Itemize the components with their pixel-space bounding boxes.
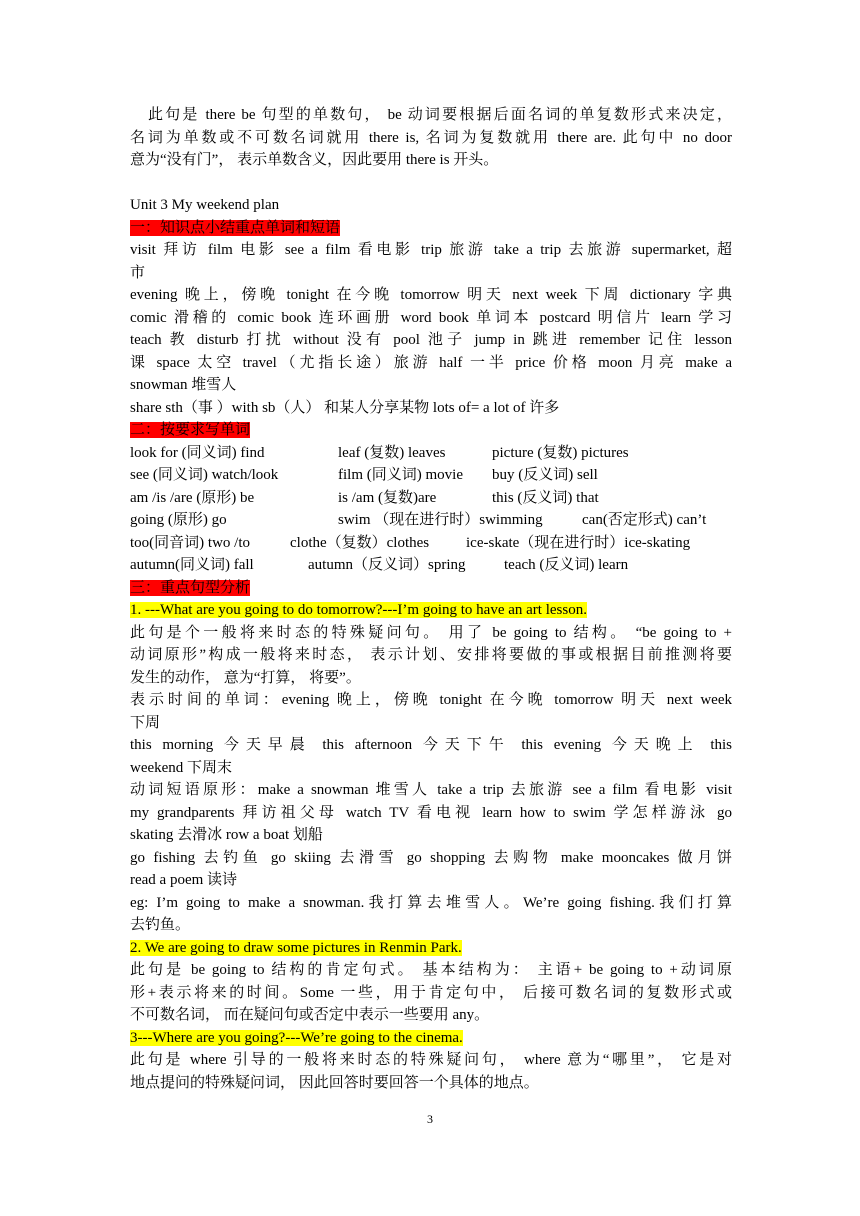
text-line: 市 <box>130 264 146 281</box>
table-cell: leaf (复数) leaves <box>338 444 446 461</box>
table-row <box>130 464 732 487</box>
text-line: visit 拜访 film 电影 see a film 看电影 trip 旅游 take a trip 去旅游 supermarket, 超 <box>130 242 732 258</box>
table-cell: swim （现在进行时）swimming <box>338 512 543 528</box>
section-heading-3 <box>130 577 732 600</box>
heading-highlight: 二：按要求写单词 <box>130 422 251 438</box>
sentence-title-2 <box>130 937 732 960</box>
text-line: read a poem 读诗 <box>130 872 238 888</box>
table-row <box>130 487 732 510</box>
text-line: comic 滑稽的 comic book 连环画册 word book 单词本 postcard 明信片 learn 学习 <box>130 309 732 326</box>
table-cell: is /am (复数)are <box>338 489 437 506</box>
table-row <box>130 532 732 555</box>
table-cell: this (反义词) that <box>492 489 599 506</box>
sentence-analysis-2 <box>130 959 732 1027</box>
text-line: go fishing 去钓鱼 go skiing 去滑雪 go shopping 去购物 make mooncakes 做月饼 <box>130 849 732 866</box>
sentence-analysis-1 <box>130 622 732 937</box>
table-cell: teach (反义词) learn <box>504 557 629 573</box>
table-cell: going (原形) go <box>130 512 227 528</box>
text-line: 此句是 there be 句型的单数句， be 动词要根据后面名词的单复数形式来决定， <box>148 107 732 123</box>
table-cell: look for (同义词) find <box>130 444 265 461</box>
table-row <box>130 442 732 465</box>
text-line: 发生的动作， 意为“打算， 将要”。 <box>130 669 361 686</box>
section-heading-2 <box>130 419 732 442</box>
text-line: 此句是 where 引导的一般将来时态的特殊疑问句， where 意为“哪里”， 它是对 <box>130 1052 732 1068</box>
text-line: 去钓鱼。 <box>130 917 191 933</box>
intro-paragraph <box>130 104 732 172</box>
text-line: 此句是个一般将来时态的特殊疑问句。 用了 be going to 结构。 “be going to + <box>130 624 732 641</box>
text-line: 地点提问的特殊疑问词， 因此回答时要回答一个具体的地点。 <box>130 1074 539 1091</box>
text-line: 表示时间的单词：evening 晚上，傍晚 tonight 在今晚 tomorrow 明天 next week <box>130 692 732 708</box>
text-line: 下周 <box>130 714 161 731</box>
text-line: 不可数名词， 而在疑问句或否定中表示一些要用 any。 <box>130 1007 490 1023</box>
sentence-title-3 <box>130 1027 732 1050</box>
table-cell: ice-skate（现在进行时）ice-skating <box>466 534 691 551</box>
table-cell: autumn(同义词) fall <box>130 557 254 573</box>
table-cell: autumn（反义词）spring <box>308 557 466 573</box>
heading-highlight: 三：重点句型分析 <box>130 579 251 596</box>
text-line: share sth（事 ）with sb（人） 和某人分享某物 lots of= a lot of 许多 <box>130 399 560 416</box>
text-line: 动词原形”构成一般将来时态， 表示计划、安排将要做的事或根据目前推测将要 <box>130 647 732 663</box>
table-cell: clothe（复数）clothes <box>290 534 430 551</box>
table-cell: picture (复数) pictures <box>492 444 629 461</box>
table-row <box>130 554 732 577</box>
page-number: 3 <box>427 1112 433 1126</box>
table-cell: see (同义词) watch/look <box>130 467 279 483</box>
section-heading-1 <box>130 217 732 240</box>
heading-highlight: 一：知识点小结重点单词和短语 <box>130 219 341 236</box>
sentence-analysis-3 <box>130 1049 732 1094</box>
content-column <box>130 104 732 1094</box>
table-cell: film (同义词) movie <box>338 467 463 483</box>
word-forms-table <box>130 442 732 577</box>
text-line: 形+表示将来的时间。Some 一些，用于肯定句中， 后接可数名词的复数形式或 <box>130 984 732 1001</box>
text-line: teach 教 disturb 打扰 without 没有 pool 池子 jump in 跳进 remember 记住 lesson <box>130 332 732 348</box>
text-line: weekend 下周末 <box>130 759 233 776</box>
vocabulary-list <box>130 239 732 419</box>
unit-title: Unit 3 My weekend plan <box>130 197 280 213</box>
sentence-title-1 <box>130 599 732 622</box>
text-line: 意为“没有门”， 表示单数含义，因此要用 there is 开头。 <box>130 152 499 168</box>
text-line: 课 space 太空 travel（尤指长途）旅游 half 一半 price 价格 moon 月亮 make a <box>130 354 732 371</box>
text-line: 此句是 be going to 结构的肯定句式。 基本结构为： 主语+ be going to +动词原 <box>130 962 732 978</box>
text-line: this morning 今天早晨 this afternoon 今天下午 this evening 今天晚上 this <box>130 737 732 753</box>
text-line: 动词短语原形：make a snowman 堆雪人 take a trip 去旅游 see a film 看电影 visit <box>130 782 732 798</box>
table-cell: am /is /are (原形) be <box>130 489 255 506</box>
text-line: 名词为单数或不可数名词就用 there is, 名词为复数就用 there are. 此句中 no door <box>130 129 732 146</box>
table-row <box>130 509 732 532</box>
text-line: evening 晚上，傍晚 tonight 在今晚 tomorrow 明天 next week 下周 dictionary 字典 <box>130 287 732 303</box>
table-cell: buy (反义词) sell <box>492 467 598 483</box>
table-cell: too(同音词) two /to <box>130 534 250 551</box>
spacer <box>130 172 732 195</box>
sentence-highlight: 1. ---What are you going to do tomorrow?---I’m going to have an art lesson. <box>130 602 587 618</box>
table-cell: can(否定形式) can’t <box>582 512 707 528</box>
sentence-highlight: 2. We are going to draw some pictures in Renmin Park. <box>130 939 462 956</box>
text-line: eg: I’m going to make a snowman.我打算去堆雪人。We’re going fishing.我们打算 <box>130 894 732 911</box>
sentence-highlight: 3---Where are you going?---We’re going to the cinema. <box>130 1029 463 1046</box>
text-line: skating 去滑冰 row a boat 划船 <box>130 827 323 843</box>
text-line: my grandparents 拜访祖父母 watch TV 看电视 learn how to swim 学怎样游泳 go <box>130 804 732 821</box>
text-line: snowman 堆雪人 <box>130 377 237 393</box>
